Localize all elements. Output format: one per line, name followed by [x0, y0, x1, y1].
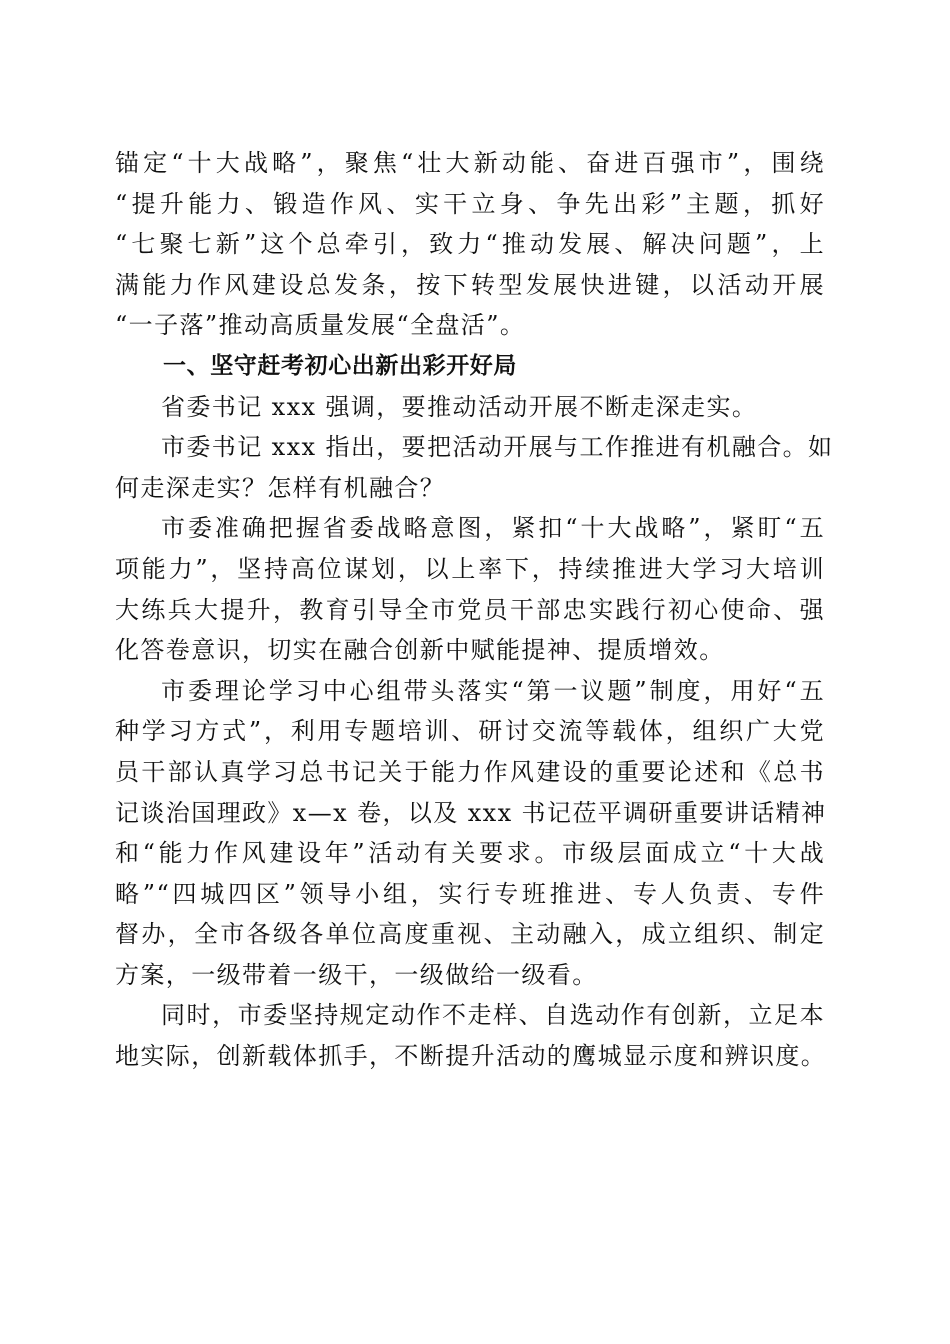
text-line: 督办，全市各级各单位高度重视、主动融入，成立组织、制定: [115, 920, 825, 949]
paragraph-municipal-secretary: [115, 427, 834, 508]
heading-text: 一、坚守赶考初心出新出彩开好局: [163, 352, 517, 379]
text-line: 大练兵大提升，教育引导全市党员干部忠实践行初心使命、强: [115, 595, 825, 624]
text-line: 记谈治国理政》x—x 卷，以及 xxx 书记莅平调研重要讲话精神: [115, 798, 827, 827]
paragraph-study-group: [115, 671, 825, 996]
text-line: 种学习方式”，利用专题培训、研讨交流等载体，组织广大党: [115, 717, 825, 746]
text-line: 地实际，创新载体抓手，不断提升活动的鹰城显示度和辨识度。: [115, 1042, 827, 1071]
paragraph-innovation: [115, 995, 825, 1076]
text-line: 方案，一级带着一级干，一级做给一级看。: [115, 960, 598, 989]
text-line: 和“能力作风建设年”活动有关要求。市级层面成立“十大战: [115, 839, 825, 868]
text-line: 市委准确把握省委战略意图，紧扣“十大战略”，紧盯“五: [161, 514, 825, 543]
text-line: 员干部认真学习总书记关于能力作风建设的重要论述和《总书: [115, 757, 825, 786]
text-line: 锚定“十大战略”，聚焦“壮大新动能、奋进百强市”，围绕: [115, 149, 825, 177]
text-line: 省委书记 xxx 强调，要推动活动开展不断走深走实。: [161, 392, 758, 421]
text-line: 满能力作风建设总发条，按下转型发展快进键，以活动开展: [115, 270, 825, 299]
paragraph-provincial-secretary: [115, 387, 825, 428]
text-line: 市委理论学习中心组带头落实“第一议题”制度，用好“五: [161, 676, 825, 705]
text-line: “提升能力、锻造作风、实干立身、争先出彩”主题，抓好: [115, 189, 825, 218]
text-line: 略”“四城四区”领导小组，实行专班推进、专人负责、专件: [115, 879, 825, 908]
paragraph-strategy: [115, 508, 825, 670]
text-line: 何走深走实？怎样有机融合？: [115, 473, 446, 502]
text-line: 项能力”，坚持高位谋划，以上率下，持续推进大学习大培训: [115, 554, 825, 583]
section-heading: [115, 346, 825, 387]
text-line: 同时，市委坚持规定动作不走样、自选动作有创新，立足本: [161, 1001, 825, 1030]
text-line: 化答卷意识，切实在融合创新中赋能提神、提质增效。: [115, 636, 725, 665]
text-line: “七聚七新”这个总牵引，致力“推动发展、解决问题”，上: [115, 230, 825, 259]
document-body: [115, 143, 834, 1077]
paragraph-intro: [115, 143, 825, 346]
text-line: 市委书记 xxx 指出，要把活动开展与工作推进有机融合。如: [161, 433, 834, 462]
text-line: “一子落”推动高质量发展“全盘活”。: [115, 311, 526, 340]
